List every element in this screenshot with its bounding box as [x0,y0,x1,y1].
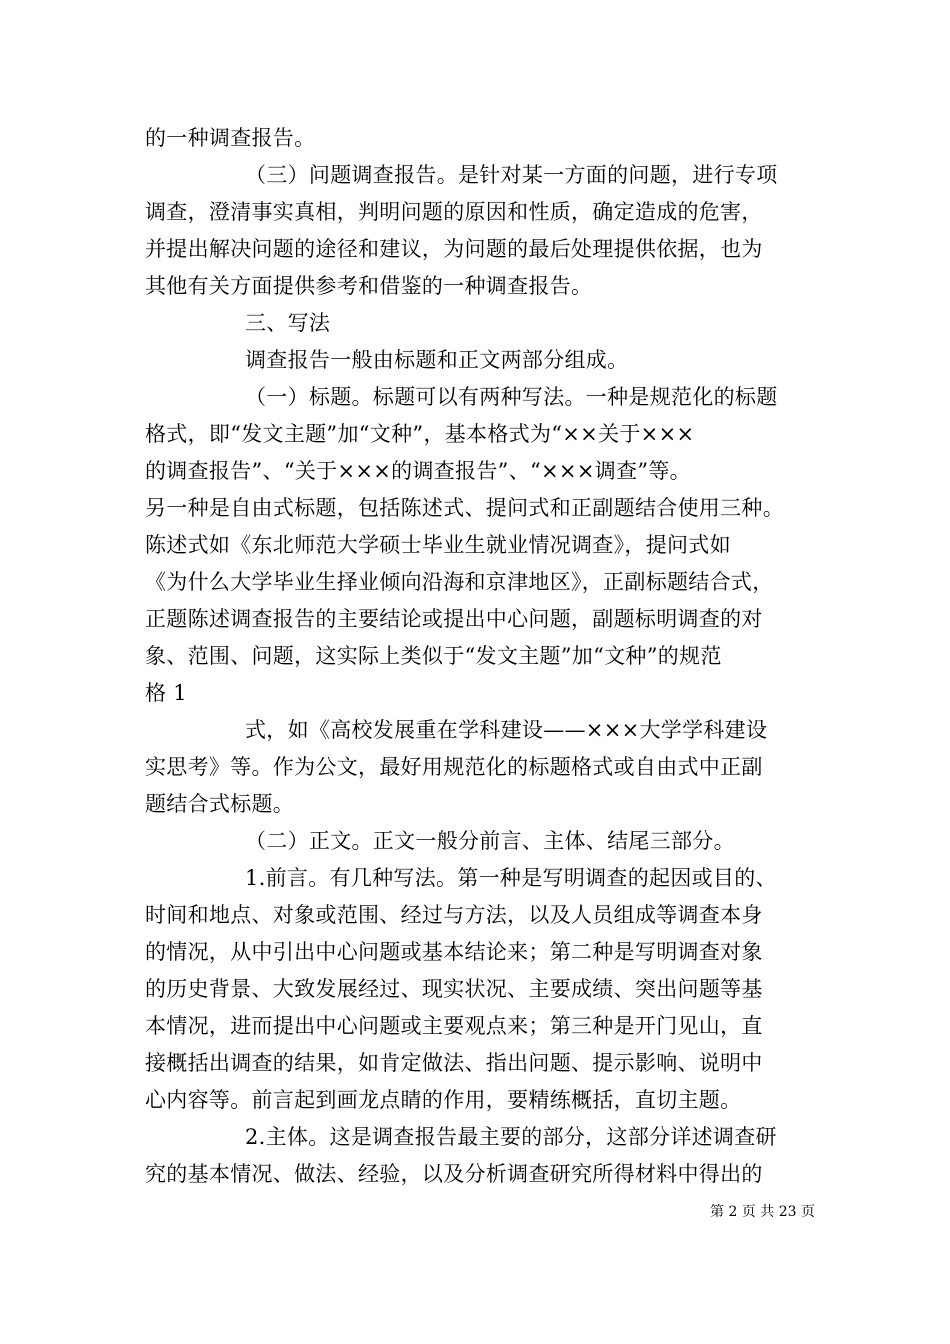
text-line: 本情况，进而提出中心问题或主要观点来；第三种是开门见山，直 [145,1014,763,1038]
text-line: 接概括出调查的结果，如肯定做法、指出问题、提示影响、说明中 [145,1051,763,1075]
text-line: 心内容等。前言起到画龙点睛的作用，要精练概括，直切主题。 [145,1088,742,1112]
text-line: 正题陈述调查报告的主要结论或提出中心问题，副题标明调查的对 [145,607,763,631]
text-line: 的一种调查报告。 [145,126,316,150]
page-number-footer: 第 2 页 共 23 页 [710,1204,815,1220]
text-line: 1.前言。有几种写法。第一种是写明调查的起因或目的、 [245,866,777,890]
text-line: 究的基本情况、做法、经验，以及分析调查研究所得材料中得出的 [145,1162,763,1186]
text-line: 陈述式如《东北师范大学硕士毕业生就业情况调查》，提问式如 [145,533,731,557]
text-line: 调查报告一般由标题和正文两部分组成。 [245,348,629,372]
text-line: 格式，即“发文主题”加“文种”，基本格式为“××关于××× [145,422,695,446]
text-line: 象、范围、问题，这实际上类似于“发文主题”加“文种”的规范 [145,644,722,668]
text-line: 式，如《高校发展重在学科建设——×××大学学科建设 [245,718,768,742]
text-line: 2.主体。这是调查报告最主要的部分，这部分详述调查研 [245,1125,777,1149]
text-line: 的调查报告”、“关于×××的调查报告”、“×××调查”等。 [145,459,691,483]
text-line: （二）正文。正文一般分前言、主体、结尾三部分。 [245,829,735,853]
text-line: 另一种是自由式标题，包括陈述式、提问式和正副题结合使用三种。 [145,496,784,520]
text-line: 的情况，从中引出中心问题或基本结论来；第二种是写明调查对象 [145,940,763,964]
text-line: （三）问题调查报告。是针对某一方面的问题，进行专项 [245,163,778,187]
text-line: 题结合式标题。 [145,792,295,816]
text-line: 《为什么大学毕业生择业倾向沿海和京津地区》，正副标题结合式， [145,570,774,594]
text-line: （一）标题。标题可以有两种写法。一种是规范化的标题 [245,385,778,409]
text-line: 其他有关方面提供参考和借鉴的一种调查报告。 [145,274,593,298]
text-line: 格 1 [145,681,187,705]
text-line: 实思考》等。作为公文，最好用规范化的标题格式或自由式中正副 [145,755,763,779]
text-line: 的历史背景、大致发展经过、现实状况、主要成绩、突出问题等基 [145,977,763,1001]
text-line: 时间和地点、对象或范围、经过与方法，以及人员组成等调查本身 [145,903,763,927]
section-heading: 三、写法 [245,311,331,335]
text-line: 并提出解决问题的途径和建议，为问题的最后处理提供依据，也为 [145,237,763,261]
text-line: 调查，澄清事实真相，判明问题的原因和性质，确定造成的危害， [145,200,763,224]
